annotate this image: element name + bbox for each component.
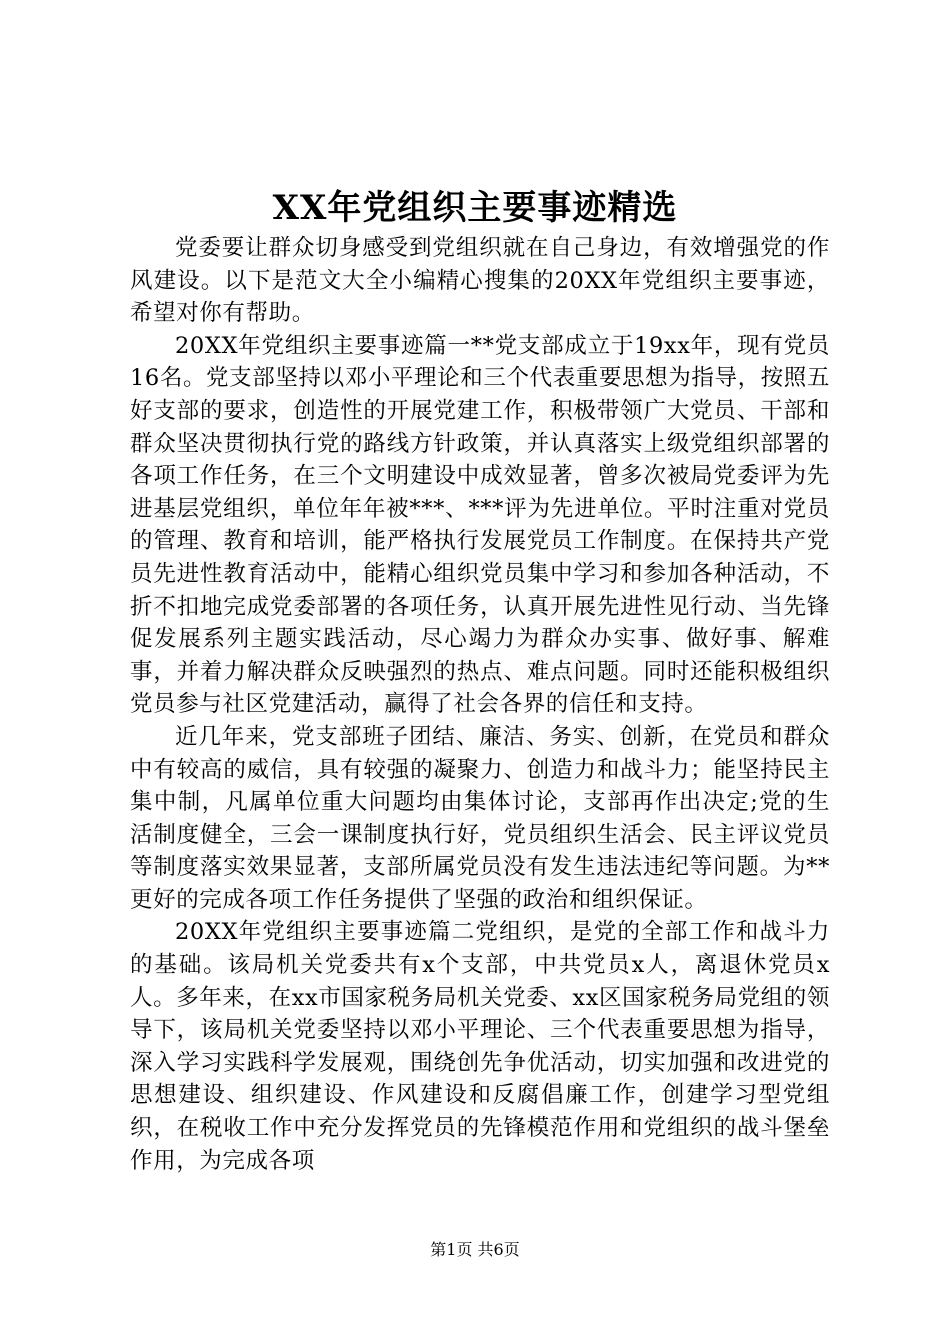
document-body [130, 232, 830, 1177]
paragraph-part-one: 20XX年党组织主要事迹篇一**党支部成立于19xx年，现有党员16名。党支部坚持以邓小平理论和三个代表重要思想为指导，按照五好支部的要求，创造性的开展党建工作，积极带领广大党员、干部和群众坚决贯彻执行党的路线方针政策，并认真落实上级党组织部署的各项工作任务，在三个文明建设中成效显著，曾多次被局党委评为先进基层党组织，单位年年被***、***评为先进单位。平时注重对党员的管理、教育和培训，能严格执行发展党员工作制度。在保持共产党员先进性教育活动中，能精心组织党员集中学习和参加各种活动，不折不扣地完成党委部署的各项任务，认真开展先进性见行动、当先锋促发展系列主题实践活动，尽心竭力为群众办实事、做好事、解难事，并着力解决群众反映强烈的热点、难点问题。同时还能积极组织党员参与社区党建活动，赢得了社会各界的信任和支持。 [130, 332, 830, 718]
page-number-footer: 第1页 共6页 [430, 1240, 520, 1259]
paragraph-recent-years: 近几年来，党支部班子团结、廉洁、务实、创新，在党员和群众中有较高的威信，具有较强的凝聚力、创造力和战斗力；能坚持民主集中制，凡属单位重大问题均由集体讨论，支部再作出决定;党的生活制度健全，三会一课制度执行好，党员组织生活会、民主评议党员等制度落实效果显著，支部所属党员没有发生违法违纪等问题。为**更好的完成各项工作任务提供了坚强的政治和组织保证。 [130, 723, 830, 913]
paragraph-intro: 党委要让群众切身感受到党组织就在自己身边，有效增强党的作风建设。以下是范文大全小编精心搜集的20XX年党组织主要事迹，希望对你有帮助。 [130, 235, 830, 327]
document-title: XX年党组织主要事迹精选 [272, 188, 678, 228]
paragraph-part-two: 20XX年党组织主要事迹篇二党组织，是党的全部工作和战斗力的基础。该局机关党委共有x个支部，中共党员x人，离退休党员x人。多年来，在xx市国家税务局机关党委、xx区国家税务局党组的领导下，该局机关党委坚持以邓小平理论、三个代表重要思想为指导，深入学习实践科学发展观，围绕创先争优活动，切实加强和改进党的思想建设、组织建设、作风建设和反腐倡廉工作，创建学习型党组织，在税收工作中充分发挥党员的先锋模范作用和党组织的战斗堡垒作用，为完成各项 [130, 919, 830, 1174]
